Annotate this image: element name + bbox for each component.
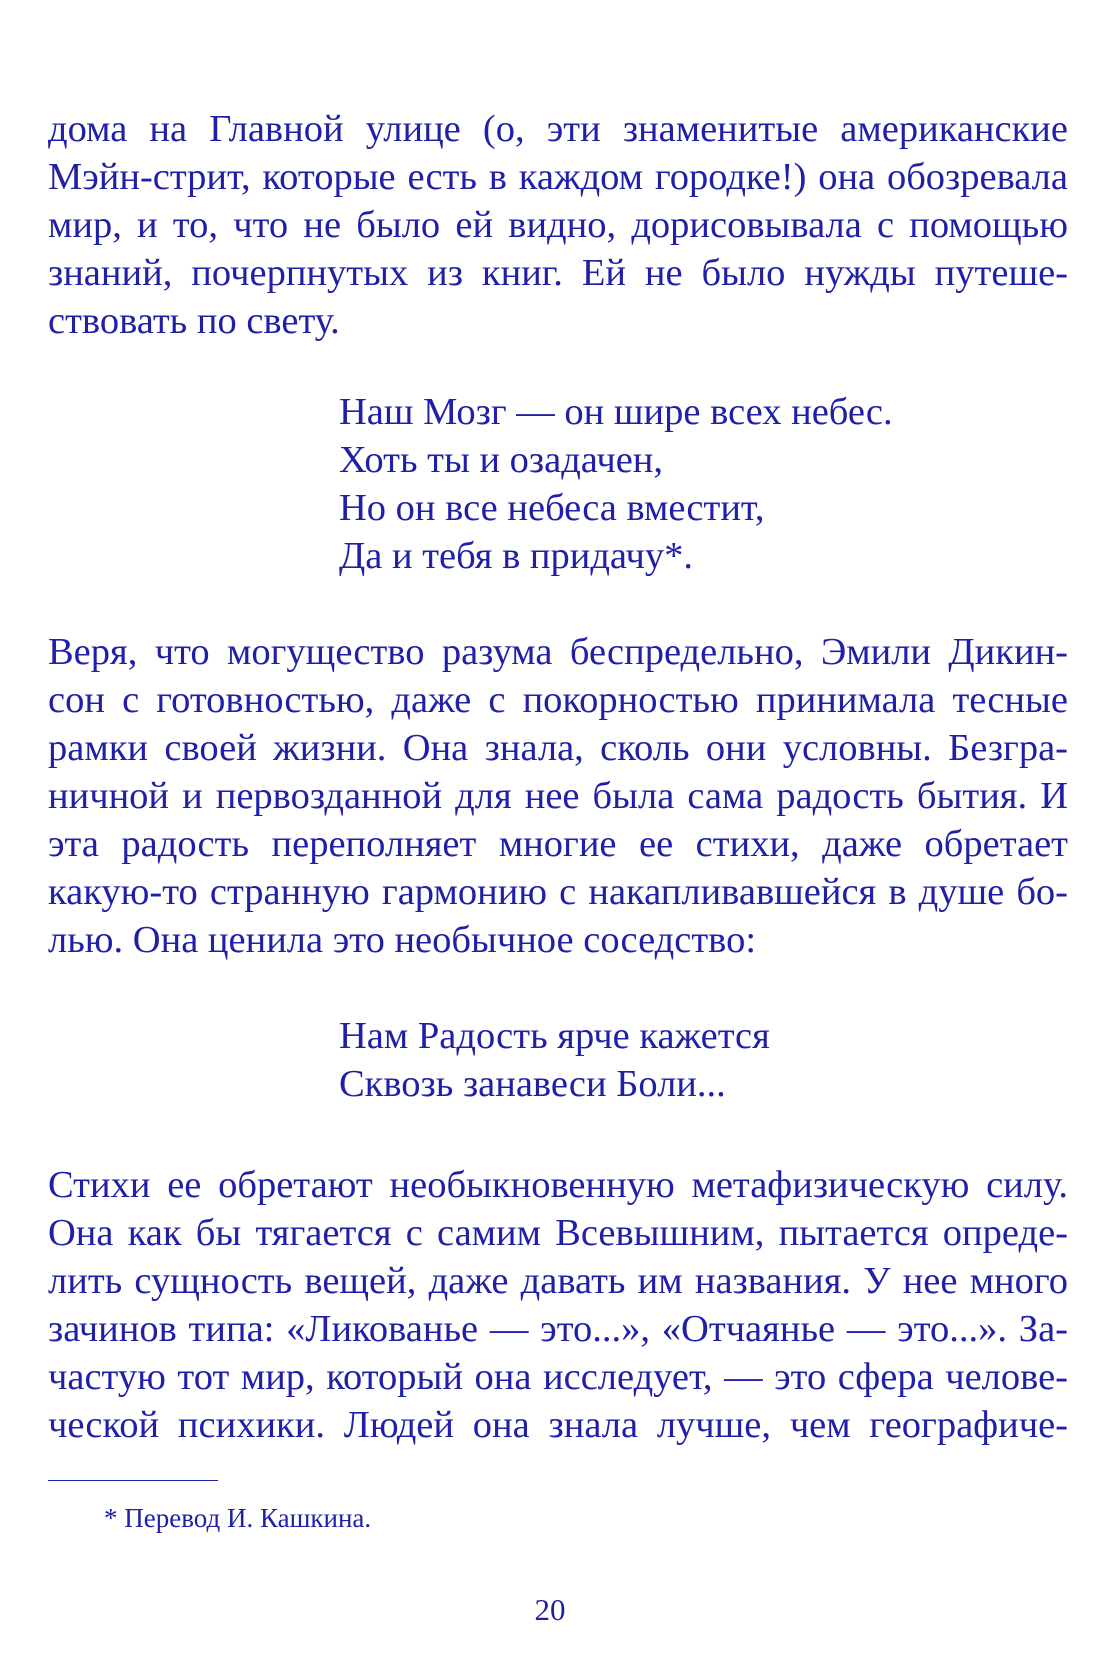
paragraph-line: ничной и первозданной для нее была сама радость бытия. И — [48, 775, 1068, 817]
footnote-divider — [48, 1480, 218, 1481]
paragraph-2 — [48, 628, 1068, 964]
verse-line: Сквозь занавеси Боли... — [339, 1063, 726, 1105]
paragraph-line: знаний, почерпнутых из книг. Ей не было нужды путеше- — [48, 252, 1068, 294]
paragraph-line: Она как бы тягается с самим Всевышним, пытается опреде- — [48, 1212, 1068, 1254]
verse-line: Да и тебя в придачу*. — [339, 535, 693, 577]
paragraph-line: какую-то странную гармонию с накапливавшейся в душе бо- — [48, 871, 1068, 913]
paragraph-line: лью. Она ценила это необычное соседство: — [48, 919, 757, 961]
paragraph-line: Веря, что могущество разума беспредельно, Эмили Дикин- — [48, 631, 1068, 673]
paragraph-line: эта радость переполняет многие ее стихи, даже обретает — [48, 823, 1068, 865]
footnote: * Перевод И. Кашкина. — [104, 1503, 372, 1533]
paragraph-1 — [48, 105, 1068, 345]
paragraph-line: мир, и то, что не было ей видно, дорисовывала с помощью — [48, 204, 1068, 246]
paragraph-3 — [48, 1161, 1068, 1449]
paragraph-line: ческой психики. Людей она знала лучше, чем географиче- — [48, 1404, 1068, 1446]
page-number: 20 — [534, 1592, 566, 1627]
paragraph-line: частую тот мир, который она исследует, — это сфера челове- — [48, 1356, 1068, 1398]
paragraph-line: сон с готовностью, даже с покорностью принимала тесные — [48, 679, 1068, 721]
paragraph-line: лить сущность вещей, даже давать им названия. У нее много — [48, 1260, 1068, 1302]
verse-quote-2 — [339, 1012, 770, 1108]
paragraph-line: рамки своей жизни. Она знала, сколь они условны. Безгра- — [48, 727, 1068, 769]
verse-line: Но он все небеса вместит, — [339, 487, 765, 529]
paragraph-line: Мэйн-стрит, которые есть в каждом городке!) она обозревала — [48, 156, 1068, 198]
paragraph-line: Стихи ее обретают необыкновенную метафизическую силу. — [48, 1164, 1068, 1206]
paragraph-line: дома на Главной улице (о, эти знаменитые американские — [48, 108, 1068, 150]
paragraph-line: ствовать по свету. — [48, 300, 340, 342]
verse-line: Наш Мозг — он шире всех небес. — [339, 391, 893, 433]
verse-quote-1 — [339, 388, 893, 580]
book-page — [48, 0, 1068, 1666]
paragraph-line: зачинов типа: «Ликованье — это...», «Отчаянье — это...». За- — [48, 1308, 1068, 1350]
verse-line: Хоть ты и озадачен, — [339, 439, 664, 481]
verse-line: Нам Радость ярче кажется — [339, 1015, 770, 1057]
